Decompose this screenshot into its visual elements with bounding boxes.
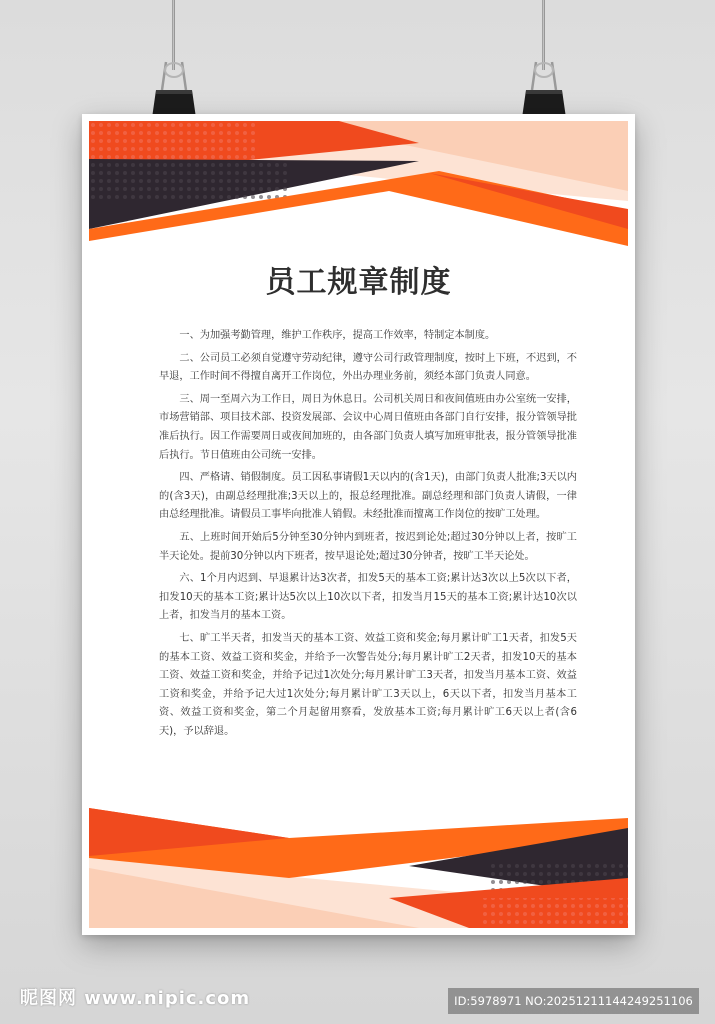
watermark-bar (0, 978, 715, 1024)
image-id-label: ID:5978971 NO:20251211144249251106 (448, 988, 699, 1014)
rule-paragraph: 六、1个月内迟到、早退累计达3次者，扣发5天的基本工资;累计达3次以上5次以下者，扣发10天的基本工资;累计达5次以上10次以下者，扣发当月15天的基本工资;累计达10次以上者，扣发当月的基本工资。 (159, 573, 577, 622)
page-title: 员工规章制度 (265, 265, 452, 300)
poster (82, 114, 635, 935)
rules-body (159, 327, 577, 745)
rule-paragraph: 三、周一至周六为工作日，周日为休息日。公司机关周日和夜间值班由办公室统一安排，市场营销部、项目技术部、投资发展部、会议中心周日值班由各部门自行安排，报分管领导批准后执行。因工作需要周日或夜间加班的，由各部门负责人填写加班审批表，报分管领导批准后执行。节日值班由公司统一安排。 (159, 393, 577, 461)
rule-paragraph: 五、上班时间开始后5分钟至30分钟内到班者，按迟到论处;超过30分钟以上者，按旷工半天论处。提前30分钟以内下班者，按早退论处;超过30分钟者，按旷工半天论处。 (159, 531, 577, 562)
rule-paragraph: 七、旷工半天者，扣发当天的基本工资、效益工资和奖金;每月累计旷工1天者，扣发5天的基本工资、效益工资和奖金，并给予一次警告处分;每月累计旷工2天者，扣发10天的基本工资、效益工资和奖金，并给予记过1次处分;每月累计旷工3天者，扣发当月基本工资、效益工资和奖金，并给予记大过1次处分;每月累计旷工3天以上，6天以下者，扣发当月基本工资、效益工资和奖金，第二个月起留用察看，发放基本工资;每月累计旷工6天以上者(含6天)，予以辞退。 (159, 632, 577, 737)
binder-clip-right-icon (522, 60, 566, 118)
rule-paragraph: 二、公司员工必须自觉遵守劳动纪律，遵守公司行政管理制度，按时上下班，不迟到，不早退，工作时间不得擅自离开工作岗位，外出办理业务前，须经本部门负责人同意。 (159, 352, 577, 383)
rule-paragraph: 四、严格请、销假制度。员工因私事请假1天以内的(含1天)，由部门负责人批准;3天以内的(含3天)，由副总经理批准;3天以上的，报总经理批准。副总经理和部门负责人请假，一律由总经理批准。请假员工事毕向批准人销假。未经批准而擅离工作岗位的按旷工处理。 (159, 472, 577, 521)
binder-clip-left-icon (152, 60, 196, 118)
poster-frame (89, 121, 628, 928)
top-decoration (89, 121, 628, 251)
bottom-decoration (89, 798, 628, 928)
site-logo: 昵图网 www.nipic.com (20, 988, 251, 1009)
rule-paragraph: 一、为加强考勤管理，维护工作秩序，提高工作效率，特制定本制度。 (179, 330, 496, 341)
